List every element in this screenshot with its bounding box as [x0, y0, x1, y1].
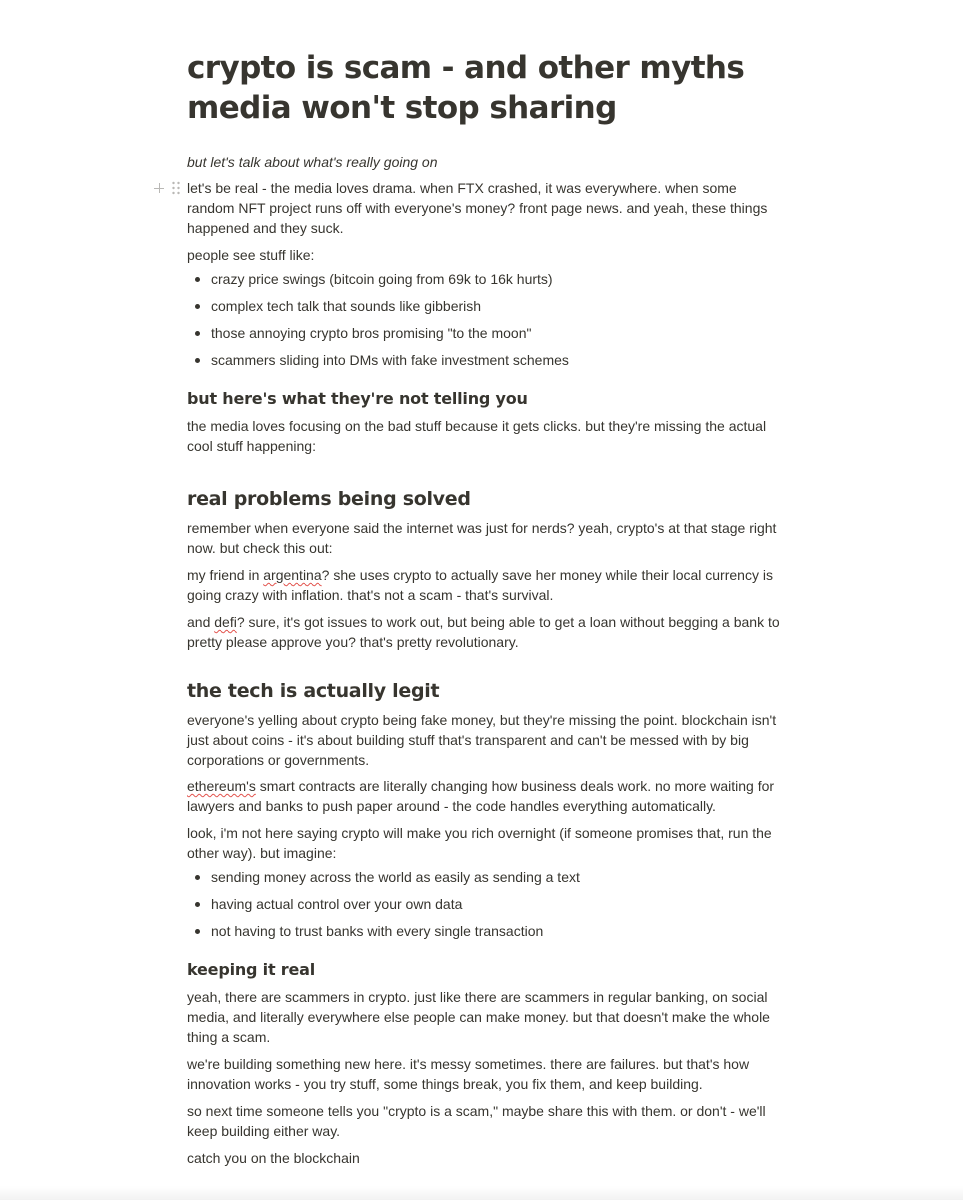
block-gutter	[151, 178, 181, 198]
paragraph[interactable]: so next time someone tells you "crypto is a scam," maybe share this with them. or don't - we'll keep building either way.	[187, 1103, 766, 1139]
section-heading[interactable]: keeping it real	[187, 960, 315, 979]
list-item[interactable]: sending money across the world as easily as sending a text	[187, 867, 787, 887]
misspelled-word[interactable]: ethereum's	[187, 778, 256, 794]
intro-paragraph[interactable]: let's be real - the media loves drama. when FTX crashed, it was everywhere. when some random NFT project runs off with everyone's money? front page news. and yeah, these things happened and they suck.	[187, 180, 768, 236]
text-run: and	[187, 614, 215, 630]
drag-handle-icon[interactable]	[171, 181, 181, 195]
intro-bullet-list	[187, 269, 787, 370]
paragraph[interactable]: the media loves focusing on the bad stuff because it gets clicks. but they're missing the actual cool stuff happening:	[187, 418, 767, 454]
misspelled-word[interactable]: argentina	[263, 567, 322, 583]
text-run: smart contracts are literally changing how business deals work. no more waiting for lawyers and banks to push paper around - the code handles everything automatically.	[187, 778, 775, 814]
plus-icon[interactable]	[151, 180, 167, 196]
text-run: ? she uses crypto to actually save her money while their local currency is going crazy with inflation. that's not a scam - that's survival.	[187, 567, 773, 603]
paragraph[interactable]: we're building something new here. it's messy sometimes. there are failures. but that's how innovation works - you try stuff, some things break, you fix them, and keep building.	[187, 1056, 750, 1092]
paragraph[interactable]: remember when everyone said the internet was just for nerds? yeah, crypto's at that stage right now. but check this out:	[187, 520, 777, 556]
list-item[interactable]: scammers sliding into DMs with fake investment schemes	[187, 350, 787, 370]
section-heading[interactable]: real problems being solved	[187, 488, 471, 510]
paragraph[interactable]	[187, 776, 787, 816]
subtitle[interactable]: but let's talk about what's really going on	[187, 154, 438, 170]
page-title[interactable]: crypto is scam - and other myths media won't stop sharing	[187, 50, 745, 126]
list-item[interactable]: having actual control over your own data	[187, 894, 787, 914]
paragraph[interactable]: yeah, there are scammers in crypto. just like there are scammers in regular banking, on social media, and literally everywhere else people can make money. but that doesn't make the whole thing a scam.	[187, 989, 770, 1045]
intro-paragraph-block[interactable]	[187, 178, 787, 238]
intro-lead-paragraph[interactable]: people see stuff like:	[187, 247, 315, 263]
list-item[interactable]: complex tech talk that sounds like gibberish	[187, 296, 787, 316]
list-item[interactable]: crazy price swings (bitcoin going from 69k to 16k hurts)	[187, 269, 787, 289]
misspelled-word[interactable]: defi	[214, 614, 237, 630]
list-item[interactable]: those annoying crypto bros promising "to the moon"	[187, 323, 787, 343]
paragraph[interactable]: look, i'm not here saying crypto will make you rich overnight (if someone promises that, run the other way). but imagine:	[187, 825, 772, 861]
paragraph[interactable]: catch you on the blockchain	[187, 1150, 360, 1166]
document-page	[187, 48, 787, 1168]
text-run: ? sure, it's got issues to work out, but being able to get a loan without begging a bank to pretty please approve you? that's pretty revolutionary.	[187, 614, 780, 650]
paragraph[interactable]	[187, 565, 787, 605]
bottom-edge-shadow	[0, 1186, 963, 1200]
section-heading[interactable]: but here's what they're not telling you	[187, 389, 528, 408]
benefits-bullet-list	[187, 867, 787, 941]
paragraph[interactable]: everyone's yelling about crypto being fake money, but they're missing the point. blockchain isn't just about coins - it's about building stuff that's transparent and can't be messed with by big corporations or governments.	[187, 712, 777, 768]
section-heading[interactable]: the tech is actually legit	[187, 680, 440, 702]
list-item[interactable]: not having to trust banks with every single transaction	[187, 921, 787, 941]
paragraph[interactable]	[187, 612, 787, 652]
text-run: my friend in	[187, 567, 264, 583]
